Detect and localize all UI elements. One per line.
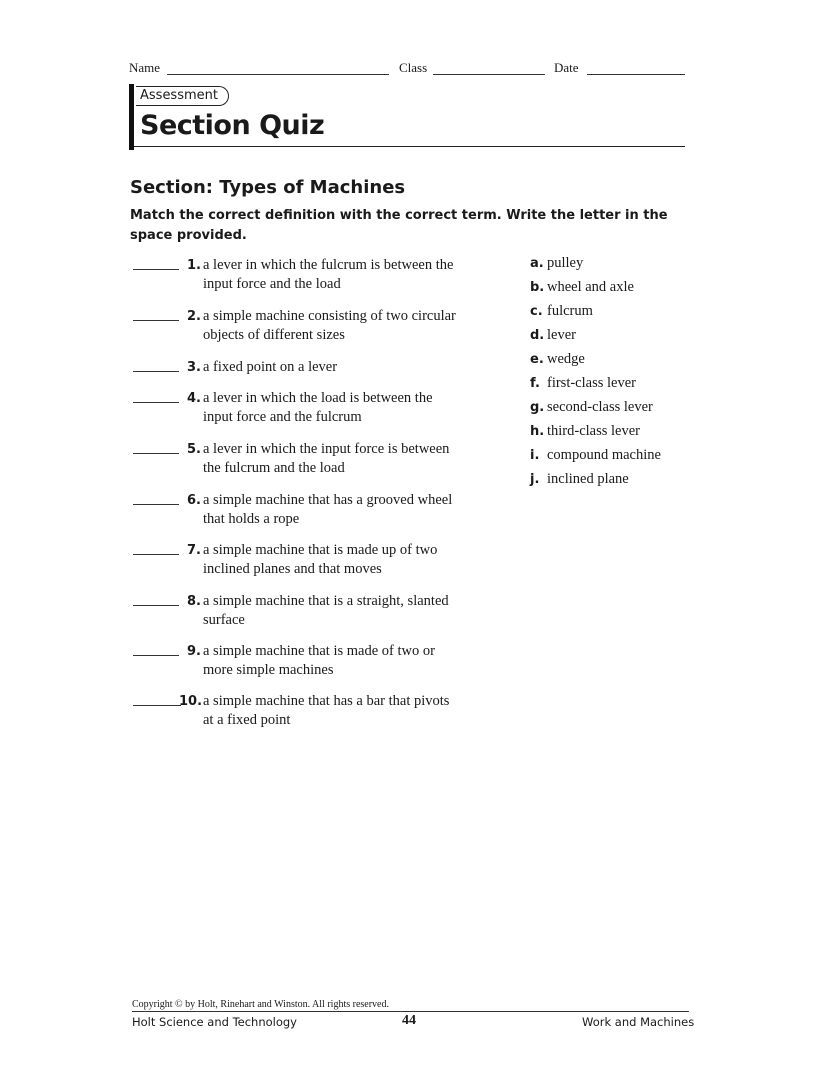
term-label: lever [547, 327, 576, 343]
question-text: a lever in which the load is between the input force and the fulcrum [203, 390, 433, 425]
term-label: pulley [547, 255, 584, 271]
question-text: a simple machine that is made of two or more simple machines [203, 643, 435, 678]
question-item [133, 642, 508, 682]
question-text: a lever in which the input force is between the fulcrum and the load [203, 441, 450, 476]
term-letter: e. [530, 352, 544, 367]
term-letter: d. [530, 328, 545, 343]
question-number: 2. [187, 309, 201, 324]
question-text: a simple machine that is made up of two inclined planes and that moves [203, 542, 438, 577]
answer-blank[interactable] [133, 705, 181, 706]
question-number: 6. [187, 493, 201, 508]
student-info-header [129, 60, 685, 78]
title-divider [134, 146, 685, 147]
question-item [133, 440, 508, 480]
answer-blank[interactable] [133, 605, 179, 606]
question-item [133, 256, 508, 296]
term-item [530, 470, 661, 494]
date-label: Date [554, 60, 579, 75]
term-letter: a. [530, 256, 544, 271]
term-item [530, 302, 661, 326]
term-letter: c. [530, 304, 543, 319]
question-number: 9. [187, 644, 201, 659]
answer-blank[interactable] [133, 402, 179, 403]
copyright-notice: Copyright © by Holt, Rinehart and Winston. All rights reserved. [132, 999, 389, 1010]
term-letter: j. [530, 472, 540, 487]
name-label: Name [129, 60, 161, 75]
question-number: 8. [187, 594, 201, 609]
term-label: wedge [547, 351, 585, 367]
term-item [530, 398, 661, 422]
question-item [133, 541, 508, 581]
page-title: Section Quiz [140, 110, 325, 141]
instructions: Match the correct definition with the correct term. Write the letter in the space provided. [130, 208, 668, 243]
answer-blank[interactable] [133, 554, 179, 555]
question-number: 5. [187, 442, 201, 457]
question-text: a simple machine that has a bar that pivots at a fixed point [203, 693, 450, 728]
term-label: fulcrum [547, 303, 593, 319]
term-label: first-class lever [547, 375, 636, 391]
class-label: Class [399, 60, 428, 75]
term-letter: f. [530, 376, 540, 391]
question-item [133, 592, 508, 632]
name-field[interactable] [167, 74, 389, 75]
answer-blank[interactable] [133, 655, 179, 656]
term-letter: h. [530, 424, 545, 439]
question-item [133, 692, 508, 732]
question-item [133, 491, 508, 531]
question-number: 1. [187, 258, 201, 273]
question-number: 3. [187, 360, 201, 375]
term-item [530, 374, 661, 398]
term-letter: i. [530, 448, 540, 463]
term-item [530, 254, 661, 278]
answer-blank[interactable] [133, 504, 179, 505]
footer-chapter: Work and Machines [582, 1015, 695, 1029]
footer-divider [132, 1011, 689, 1012]
question-number: 7. [187, 543, 201, 558]
question-text: a simple machine consisting of two circular objects of different sizes [203, 308, 456, 343]
answer-blank[interactable] [133, 269, 179, 270]
page-number: 44 [402, 1013, 416, 1028]
term-letter: b. [530, 280, 545, 295]
question-number: 4. [187, 391, 201, 406]
answer-blank[interactable] [133, 320, 179, 321]
term-item [530, 446, 661, 470]
question-item [133, 307, 508, 347]
section-heading: Section: Types of Machines [130, 177, 406, 198]
answer-blank[interactable] [133, 453, 179, 454]
term-label: wheel and axle [547, 279, 634, 295]
question-text: a simple machine that is a straight, slanted surface [203, 593, 449, 628]
title-accent-bar [129, 84, 134, 150]
date-field[interactable] [587, 74, 685, 75]
term-item [530, 350, 661, 374]
class-field[interactable] [433, 74, 545, 75]
term-label: second-class lever [547, 399, 653, 415]
question-text: a lever in which the fulcrum is between the input force and the load [203, 257, 454, 292]
question-item [133, 389, 508, 429]
term-item [530, 326, 661, 350]
term-label: inclined plane [547, 471, 629, 487]
term-item [530, 422, 661, 446]
footer-publication: Holt Science and Technology [132, 1015, 297, 1029]
term-list [530, 254, 661, 494]
term-label: compound machine [547, 447, 661, 463]
assessment-tab: Assessment [136, 86, 229, 106]
term-letter: g. [530, 400, 545, 415]
question-text: a simple machine that has a grooved wheel that holds a rope [203, 492, 453, 527]
answer-blank[interactable] [133, 371, 179, 372]
term-label: third-class lever [547, 423, 641, 439]
term-item [530, 278, 661, 302]
question-text: a fixed point on a lever [203, 359, 338, 375]
question-number: 10. [179, 694, 203, 709]
